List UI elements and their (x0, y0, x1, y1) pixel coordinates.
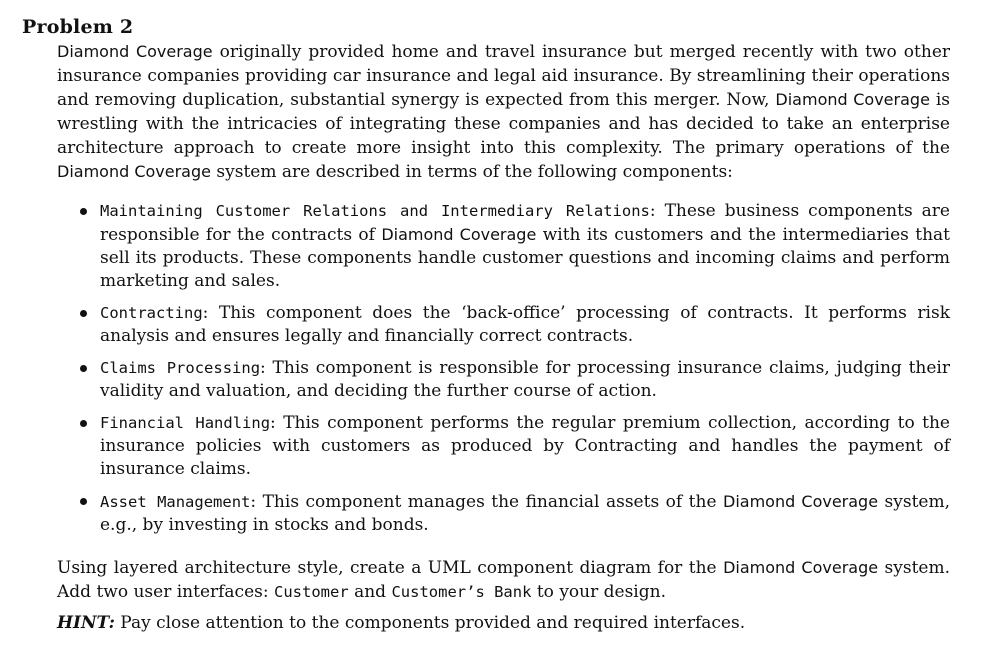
hint-paragraph (57, 611, 950, 635)
component-desc: with its customers and the intermediaries that sell its products. These components handle customer questions and incoming claims and perform marketing and sales. (100, 225, 951, 291)
component-desc: : This component is responsible for processing insurance claims, judging their validity and valuation, and deciding the further course of action. (100, 358, 950, 401)
intro-text-3: system are described in terms of the following components: (216, 162, 733, 182)
task-text-1: Using layered architecture style, create a UML component diagram for the (57, 558, 717, 578)
task-text-2: system. Add two user interfaces: (57, 558, 951, 602)
components-list (80, 200, 950, 546)
component-desc: : These business components are responsible for the contracts of (100, 201, 950, 245)
ui-customers-bank: Customer’s Bank (391, 583, 532, 601)
component-desc: system, e.g., by investing in stocks and bonds. (100, 492, 951, 535)
component-item-customer-relations (80, 200, 950, 293)
component-desc: : This component performs the regular premium collection, according to the insurance policies with customers as produced by Contracting and handles the payment of insurance claims. (100, 413, 950, 479)
task-and: and (354, 582, 387, 602)
company-name: Diamond Coverage (723, 492, 879, 511)
component-name: Claims Processing (100, 359, 261, 377)
task-text-3: to your design. (536, 582, 666, 602)
company-name: Diamond Coverage (723, 558, 879, 577)
company-name: Diamond Coverage (775, 90, 930, 109)
component-name: Maintaining Customer Relations and Intermediary Relations (100, 202, 650, 220)
ui-customer: Customer (274, 583, 349, 601)
company-name: Diamond Coverage (57, 42, 213, 61)
intro-text-1: originally provided home and travel insurance but merged recently with two other insurance companies providing car insurance and legal aid insurance. By streamlining their operations and removing duplication, substantial synergy is expected from this merger. Now, (57, 42, 951, 110)
component-name: Asset Management (100, 493, 251, 511)
component-item-claims-processing (80, 357, 950, 403)
component-desc: : This component manages the financial assets of the (250, 492, 717, 512)
component-name: Financial Handling (100, 414, 271, 432)
intro-paragraph (57, 40, 950, 184)
hint-text: Pay close attention to the components provided and required interfaces. (120, 613, 746, 633)
component-name: Contracting (100, 304, 203, 322)
component-desc: : This component does the ‘back-office’ processing of contracts. It performs risk analysis and ensures legally and financially correct contracts. (100, 303, 950, 346)
component-item-asset-management (80, 490, 950, 537)
component-item-financial-handling (80, 412, 950, 481)
company-name: Diamond Coverage (381, 225, 537, 244)
hint-label: HINT: (57, 613, 115, 633)
problem-heading: Problem 2 (22, 16, 134, 38)
intro-text-2: is wrestling with the intricacies of integrating these companies and has decided to take an enterprise architecture approach to create more insight into this complexity. The primary operations of the (57, 90, 951, 158)
component-item-contracting (80, 302, 950, 348)
company-name: Diamond Coverage (57, 162, 211, 181)
task-paragraph (57, 556, 950, 604)
